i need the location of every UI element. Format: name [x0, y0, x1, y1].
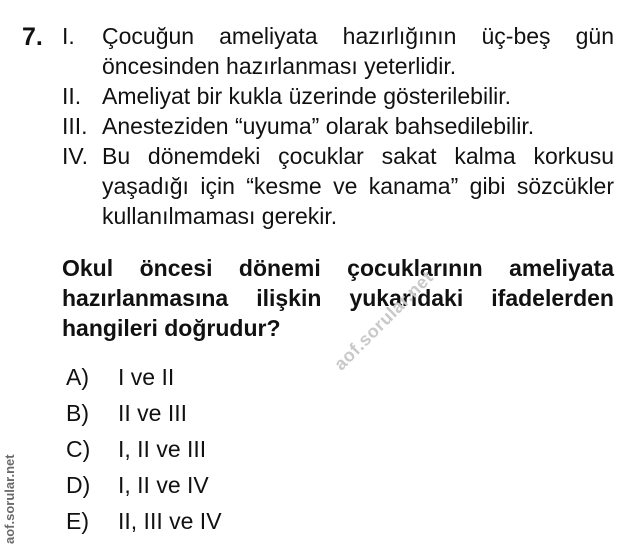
option-text: I ve II — [118, 364, 175, 390]
statement-text: Bu dönemdeki çocuklar sakat kalma korkusu yaşadığı için “kesme ve kanama” gibi sözcükler kullanılmaması gerekir. — [102, 143, 614, 229]
option-e[interactable] — [66, 503, 222, 539]
statement-iii — [62, 111, 614, 141]
answer-options — [66, 359, 222, 539]
statement-ii — [62, 81, 614, 111]
statement-i — [62, 21, 614, 81]
statement-text: Çocuğun ameliyata hazırlığının üç-beş gün öncesinden hazırlanması yeterlidir. — [102, 23, 614, 79]
statement-numeral: I. — [62, 23, 75, 49]
option-letter: C) — [66, 436, 91, 462]
option-letter: E) — [66, 508, 89, 534]
question-prompt: Okul öncesi dönemi çocuklarının ameliyata hazırlanmasına ilişkin yukarıdaki ifadelerden hangileri doğrudur? — [62, 255, 614, 341]
statement-numeral: III. — [62, 113, 88, 139]
option-letter: A) — [66, 364, 89, 390]
option-text: I, II ve III — [118, 436, 207, 462]
option-letter: D) — [66, 472, 91, 498]
question-number: 7. — [22, 23, 43, 51]
option-text: II, III ve IV — [118, 508, 222, 534]
statement-list — [62, 21, 614, 231]
option-text: I, II ve IV — [118, 472, 209, 498]
statement-numeral: II. — [62, 83, 82, 109]
option-letter: B) — [66, 400, 89, 426]
diagonal-watermark: aof.sorular.net — [330, 266, 438, 375]
option-text: II ve III — [118, 400, 188, 426]
statement-text: Anesteziden “uyuma” olarak bahsedilebilir. — [102, 113, 535, 139]
statement-numeral: IV. — [62, 143, 89, 169]
statement-text: Ameliyat bir kukla üzerinde gösterilebilir. — [102, 83, 512, 109]
option-a[interactable] — [66, 359, 222, 395]
statement-iv — [62, 141, 614, 231]
option-c[interactable] — [66, 431, 222, 467]
option-d[interactable] — [66, 467, 222, 503]
option-b[interactable] — [66, 395, 222, 431]
side-watermark: aof.sorular.net — [2, 454, 17, 544]
